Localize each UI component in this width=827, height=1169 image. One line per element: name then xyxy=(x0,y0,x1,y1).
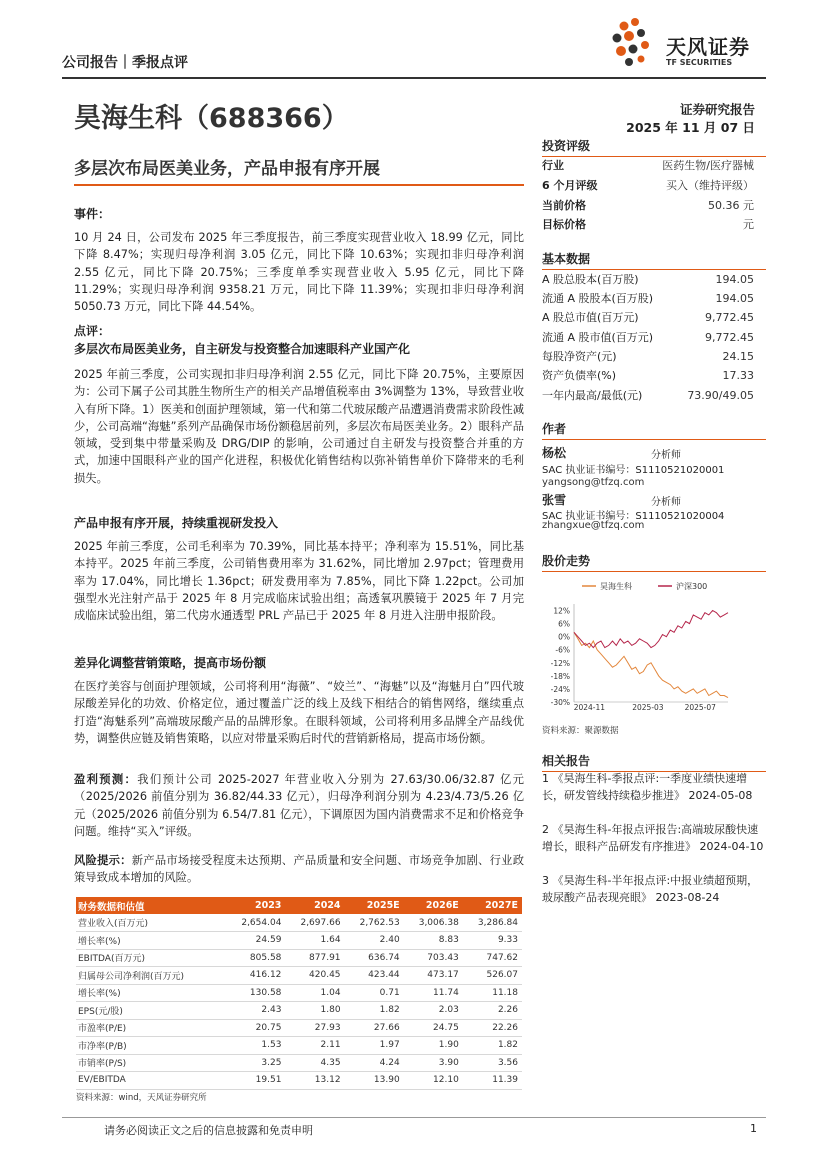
footer-disclaimer: 请务必阅读正文之后的信息披露和免责申明 xyxy=(104,1124,313,1137)
logo-english: TF SECURITIES xyxy=(666,58,733,67)
basic-value: 17.33 xyxy=(722,369,754,382)
related-title: 相关报告 xyxy=(542,752,766,772)
table-cell: 归属母公司净利润(百万元) xyxy=(76,967,226,985)
rating-key: 当前价格 xyxy=(542,199,586,212)
table-header-cell: 2023 xyxy=(226,897,285,914)
rating-value: 50.36 元 xyxy=(708,199,754,212)
table-cell: 27.93 xyxy=(285,1019,344,1037)
basic-data-title: 基本数据 xyxy=(542,250,766,270)
table-cell: 3.56 xyxy=(463,1054,522,1072)
basic-value: 73.90/49.05 xyxy=(687,389,754,402)
basic-key: 流通 A 股股本(百万股) xyxy=(542,292,654,305)
x-tick-label: 2024-11 xyxy=(573,703,606,712)
table-cell: 2.43 xyxy=(226,1002,285,1020)
footer-divider xyxy=(62,1117,766,1118)
table-cell: 13.90 xyxy=(345,1072,404,1090)
company-title: 昊海生科（688366） xyxy=(74,103,349,134)
related-report-item[interactable]: 2 《昊海生科-年报点评报告:高端玻尿酸快速增长，眼科产品研发有序推进》 2024-04-10 xyxy=(542,823,764,853)
table-cell: 2.40 xyxy=(345,932,404,950)
author-cert: SAC 执业证书编号：S1110521020004 xyxy=(542,511,725,522)
table-cell: 24.59 xyxy=(226,932,285,950)
basic-key: 一年内最高/最低(元) xyxy=(542,389,643,402)
table-cell: 1.53 xyxy=(226,1037,285,1055)
table-header-cell: 2025E xyxy=(345,897,404,914)
basic-key: 每股净资产(元) xyxy=(542,350,617,363)
section-body-1: 2025 年前三季度，公司实现扣非归母净利润 2.55 亿元，同比下降 20.75%，主要原因为：公司下属子公司其胜生物所生产的相关产品增值税率由 3%调整为 13%，导致营业收入有所下降。1）医美和创面护理领域，第一代和第二代玻尿酸产品遭遇消费需求阶段性减少，公司高端“海魅”系列产品确保市场份额稳居前列，多层次布局医美业务。2）眼科产品领域，受到集中带量采购及 DRG/DIP 的影响，公司通过自主研发与投资整合并重的方式，加速中国眼科产业的国产化进程，积极优化销售结构以弥补销售单价下降带来的毛利损失。 xyxy=(74,368,524,485)
rating-value: 医药生物/医疗器械 xyxy=(662,159,754,172)
headline: 多层次布局医美业务，产品申报有序开展 xyxy=(74,159,380,179)
table-cell: 13.12 xyxy=(285,1072,344,1090)
rating-row xyxy=(542,176,754,196)
author-name: 杨松 xyxy=(542,446,567,460)
basic-key: 流通 A 股市值(百万元) xyxy=(542,331,654,344)
basic-row xyxy=(542,308,754,328)
headline-divider xyxy=(74,184,524,186)
y-tick-label: 6% xyxy=(558,619,570,629)
table-cell: 11.39 xyxy=(463,1072,522,1090)
table-cell: 526.07 xyxy=(463,967,522,985)
table-header-row xyxy=(76,897,522,914)
author-name: 张雪 xyxy=(542,493,567,507)
basic-value: 194.05 xyxy=(715,292,754,305)
table-cell: 11.74 xyxy=(404,984,463,1002)
related-report-item[interactable]: 3 《昊海生科-半年报点评:中报业绩超预期，玻尿酸产品表现亮眼》 2023-08-24 xyxy=(542,874,759,904)
rating-row xyxy=(542,215,754,235)
section-body-2: 2025 年前三季度，公司毛利率为 70.39%，同比基本持平；净利率为 15.51%，同比基本持平。2025 年前三季度，公司销售费用率为 31.62%，同比增加 2.97pct；管理费用率为 17.04%，同比增长 1.36pct；研发费用率为 7.85%，同比下降 1.22pct。公司加强型水光注射产品于 2025 年 8 月完成临床试验出组；高透氧巩膜镜于 2025 年 7 月完成临床试验出组，第二代房水通透型 PRL 产品已于 2025 年 8 月进入注册申报阶段。 xyxy=(74,540,524,623)
report-label: 证券研究报告 xyxy=(679,102,755,117)
table-cell: 8.83 xyxy=(404,932,463,950)
x-tick-label: 2025-03 xyxy=(632,703,664,712)
table-cell: 3,286.84 xyxy=(463,914,522,932)
risk-paragraph xyxy=(74,852,524,887)
basic-value: 194.05 xyxy=(715,273,754,286)
basic-row xyxy=(542,386,754,406)
table-cell: 1.80 xyxy=(285,1002,344,1020)
basic-key: 资产负债率(%) xyxy=(542,369,617,382)
table-cell: 0.71 xyxy=(345,984,404,1002)
author-role: 分析师 xyxy=(651,450,681,461)
table-cell: 3.90 xyxy=(404,1054,463,1072)
author-cert: SAC 执业证书编号：S1110521020001 xyxy=(542,465,725,476)
table-row xyxy=(76,967,522,985)
table-cell: 12.10 xyxy=(404,1072,463,1090)
table-cell: 24.75 xyxy=(404,1019,463,1037)
stock-chart xyxy=(542,574,764,712)
table-cell: 2,654.04 xyxy=(226,914,285,932)
table-cell: 22.26 xyxy=(463,1019,522,1037)
table-cell: 1.04 xyxy=(285,984,344,1002)
related-report-item[interactable]: 1 《昊海生科-季报点评:一季度业绩快速增长，研发管线持续稳步推进》 2024-05-08 xyxy=(542,772,753,802)
table-row xyxy=(76,1037,522,1055)
authors-title: 作者 xyxy=(542,420,766,440)
basic-key: A 股总市值(百万元) xyxy=(542,311,639,324)
table-cell: 416.12 xyxy=(226,967,285,985)
table-source: 资料来源：wind，天风证券研究所 xyxy=(76,1093,207,1103)
table-cell: 3,006.38 xyxy=(404,914,463,932)
event-title: 事件： xyxy=(74,207,111,221)
report-type: 公司报告｜季报点评 xyxy=(62,55,188,71)
table-cell: 4.35 xyxy=(285,1054,344,1072)
table-cell: 1.97 xyxy=(345,1037,404,1055)
table-cell: 2.11 xyxy=(285,1037,344,1055)
table-row xyxy=(76,1072,522,1090)
comment-title: 点评： xyxy=(74,324,111,338)
table-cell: 27.66 xyxy=(345,1019,404,1037)
table-row xyxy=(76,1019,522,1037)
rating-key: 行业 xyxy=(542,159,564,172)
series-line xyxy=(574,611,728,648)
logo-name: 天风证券 xyxy=(666,35,750,59)
x-tick-label: 2025-07 xyxy=(684,703,716,712)
table-cell: 营业收入(百万元) xyxy=(76,914,226,932)
header-divider xyxy=(62,77,766,79)
y-tick-label: 12% xyxy=(553,606,570,616)
author-email[interactable]: zhangxue@tfzq.com xyxy=(542,520,645,531)
forecast-label: 盈利预测： xyxy=(74,773,138,786)
logo-mark-icon xyxy=(608,12,668,72)
y-tick-label: 0% xyxy=(558,632,570,642)
section-heading-1: 多层次布局医美业务，自主研发与投资整合加速眼科产业国产化 xyxy=(74,342,411,356)
table-row xyxy=(76,914,522,932)
table-cell: 2,762.53 xyxy=(345,914,404,932)
y-tick-label: -24% xyxy=(550,684,570,694)
forecast-text: 我们预计公司 2025-2027 年营业收入分别为 27.63/30.06/32.87 亿元（2025/2026 前值分别为 36.82/44.33 亿元），归母净利润分别为 4.23/4.73/5.26 亿元（2025/2026 前值分别为 6.54/7.81 亿元），下调原因为国内消费需求不足和价格竞争问题。维持“买入”评级。 xyxy=(74,773,524,838)
table-cell: 9.33 xyxy=(463,932,522,950)
event-body: 10 月 24 日，公司发布 2025 年三季度报告，前三季度实现营业收入 18.99 亿元，同比下降 8.47%；实现归母净利润 3.05 亿元，同比下降 10.63%；实现扣非归母净利润 2.55 亿元，同比下降 20.75%；三季度单季实现营业收入 5.95 亿元，同比下降 11.29%；实现归母净利润 9358.21 万元，同比下降 11.39%；实现扣非归母净利润 5050.73 万元，同比下降 44.54%。 xyxy=(74,231,524,314)
table-header-cell: 财务数据和估值 xyxy=(76,897,226,914)
rating-value: 元 xyxy=(743,218,754,231)
table-cell: 1.64 xyxy=(285,932,344,950)
table-cell: EPS(元/股) xyxy=(76,1002,226,1020)
y-tick-label: -6% xyxy=(555,645,570,655)
table-cell: 2.03 xyxy=(404,1002,463,1020)
table-cell: 473.17 xyxy=(404,967,463,985)
series-line xyxy=(574,632,728,697)
basic-row xyxy=(542,366,754,386)
rating-row xyxy=(542,156,754,176)
rating-key: 6 个月评级 xyxy=(542,179,598,192)
basic-value: 24.15 xyxy=(722,350,754,363)
page-number: 1 xyxy=(750,1122,757,1135)
rating-title: 投资评级 xyxy=(542,137,766,157)
table-row xyxy=(76,932,522,950)
table-cell: 4.24 xyxy=(345,1054,404,1072)
chart-source: 资料来源：聚源数据 xyxy=(542,726,619,736)
stock-chart-title: 股价走势 xyxy=(542,552,766,572)
table-cell: 市盈率(P/E) xyxy=(76,1019,226,1037)
basic-value: 9,772.45 xyxy=(705,331,754,344)
author-role: 分析师 xyxy=(651,497,681,508)
table-cell: 20.75 xyxy=(226,1019,285,1037)
basic-value: 9,772.45 xyxy=(705,311,754,324)
table-cell: 19.51 xyxy=(226,1072,285,1090)
table-cell: 市销率(P/S) xyxy=(76,1054,226,1072)
risk-text: 新产品市场接受程度未达预期、产品质量和安全问题、市场竞争加剧、行业政策导致成本增加的风险。 xyxy=(74,854,524,885)
y-tick-label: -30% xyxy=(550,698,570,707)
table-row xyxy=(76,1002,522,1020)
table-cell: 11.18 xyxy=(463,984,522,1002)
legend-label: 昊海生科 xyxy=(600,582,632,591)
table-cell: EV/EBITDA xyxy=(76,1072,226,1090)
table-header-cell: 2024 xyxy=(285,897,344,914)
basic-row xyxy=(542,347,754,367)
basic-key: A 股总股本(百万股) xyxy=(542,273,639,286)
table-header-cell: 2027E xyxy=(463,897,522,914)
table-cell: 703.43 xyxy=(404,949,463,967)
table-row xyxy=(76,949,522,967)
table-cell: 423.44 xyxy=(345,967,404,985)
financial-table xyxy=(76,897,522,1090)
table-cell: 1.82 xyxy=(463,1037,522,1055)
section-heading-3: 差异化调整营销策略，提高市场份额 xyxy=(74,656,267,670)
table-cell: 130.58 xyxy=(226,984,285,1002)
risk-label: 风险提示： xyxy=(74,854,132,867)
legend-label: 沪深300 xyxy=(676,582,708,591)
table-row xyxy=(76,1054,522,1072)
forecast-paragraph xyxy=(74,771,524,840)
table-cell: 2.26 xyxy=(463,1002,522,1020)
rating-row xyxy=(542,196,754,216)
table-cell: 805.58 xyxy=(226,949,285,967)
table-cell: 市净率(P/B) xyxy=(76,1037,226,1055)
table-cell: 636.74 xyxy=(345,949,404,967)
table-cell: 3.25 xyxy=(226,1054,285,1072)
basic-row xyxy=(542,328,754,348)
report-date: 2025 年 11 月 07 日 xyxy=(626,120,755,135)
table-cell: 增长率(%) xyxy=(76,932,226,950)
section-heading-2: 产品申报有序开展，持续重视研发投入 xyxy=(74,516,279,530)
table-header-cell: 2026E xyxy=(404,897,463,914)
table-cell: 877.91 xyxy=(285,949,344,967)
table-row xyxy=(76,984,522,1002)
table-cell: 420.45 xyxy=(285,967,344,985)
basic-row xyxy=(542,289,754,309)
table-cell: 2,697.66 xyxy=(285,914,344,932)
y-tick-label: -12% xyxy=(550,658,570,668)
table-cell: 1.90 xyxy=(404,1037,463,1055)
y-tick-label: -18% xyxy=(550,671,570,681)
table-cell: 1.82 xyxy=(345,1002,404,1020)
author-email[interactable]: yangsong@tfzq.com xyxy=(542,477,645,488)
table-cell: 747.62 xyxy=(463,949,522,967)
basic-row xyxy=(542,270,754,290)
rating-value: 买入（维持评级） xyxy=(666,179,754,192)
table-cell: 增长率(%) xyxy=(76,984,226,1002)
section-body-3: 在医疗美容与创面护理领域，公司将利用“海薇”、“姣兰”、“海魅”以及“海魅月白”四代玻尿酸差异化的功效、价格定位，通过覆盖广泛的线上及线下相结合的销售网络，继续重点打造“海魅系列”高端玻尿酸产品的品牌形象。在眼科领域，公司将利用多品牌全产品线优势，调整供应链及销售策略，以应对带量采购后时代的营销新格局，提高市场份额。 xyxy=(74,680,524,745)
rating-key: 目标价格 xyxy=(542,218,586,231)
table-cell: EBITDA(百万元) xyxy=(76,949,226,967)
